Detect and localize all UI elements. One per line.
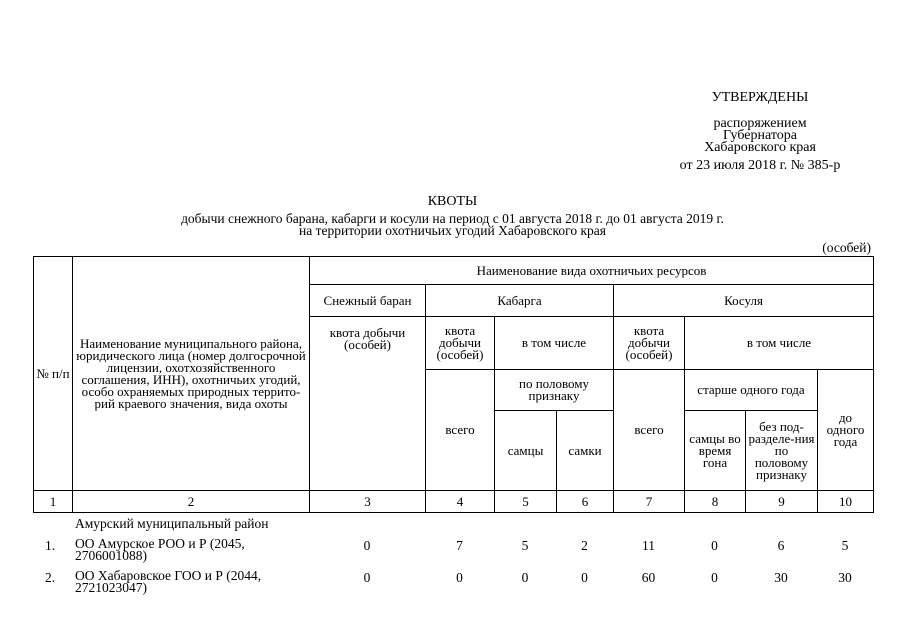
column-number: 7 — [614, 491, 685, 513]
column-number: 6 — [557, 491, 614, 513]
document-subtitle — [0, 213, 905, 236]
approval-line-3: Хабаровского края — [704, 140, 816, 155]
header-species-roe: Косуля — [614, 285, 874, 317]
header-older-one-year: старше одного года — [685, 370, 818, 411]
column-number-row — [34, 491, 874, 513]
row-value: 7 — [456, 538, 463, 553]
row-number: 2. — [45, 570, 56, 585]
row-value: 0 — [363, 538, 371, 553]
header-num: № п/п — [34, 257, 73, 491]
row-value: 5 — [521, 538, 529, 553]
row-value: 0 — [711, 538, 718, 553]
column-number: 4 — [426, 491, 495, 513]
row-value: 60 — [641, 570, 656, 585]
column-number: 10 — [818, 491, 874, 513]
column-number: 2 — [73, 491, 310, 513]
header-roe-total: всего — [614, 370, 685, 491]
subtitle-line-2: на территории охотничьих угодий Хабаровского края — [299, 222, 606, 238]
document-title: КВОТЫ — [427, 194, 478, 209]
header-by-sex: по половому признаку — [495, 370, 614, 411]
header-ram-quota: квота добычи (особей) — [310, 317, 426, 491]
header-roe-including: в том числе — [685, 317, 874, 370]
row-value: 0 — [581, 570, 588, 585]
row-name: ОО Хабаровское ГОО и Р (2044, 2721023047) — [75, 568, 262, 595]
header-musk-quota: квота добычи (особей) — [426, 317, 495, 370]
approval-line-2: Губернатора — [722, 128, 798, 143]
column-number: 5 — [495, 491, 557, 513]
header-musk-total: всего — [426, 370, 495, 491]
row-value: 11 — [642, 538, 655, 553]
row-value: 0 — [456, 570, 463, 585]
approval-title: УТВЕРЖДЕНЫ — [711, 90, 809, 105]
column-number: 8 — [685, 491, 746, 513]
subtitle-line-1: добычи снежного барана, кабарги и косули на период с 01 августа 2018 г. до 01 августа 2019 г. — [181, 211, 724, 226]
approval-line-1: распоряжением — [713, 116, 807, 131]
column-number: 9 — [746, 491, 818, 513]
header-species-ram: Снежный баран — [310, 285, 426, 317]
column-number: 1 — [34, 491, 73, 513]
row-number: 1. — [45, 538, 56, 553]
header-no-sex-split: без под-разделе-ния по половому признаку — [746, 411, 818, 491]
row-name: ОО Амурское РОО и Р (2045, 2706001088) — [75, 536, 245, 563]
header-males-rut: самцы во время гона — [685, 411, 746, 491]
header-roe-quota: квота добычи (особей) — [614, 317, 685, 370]
row-value: 30 — [774, 570, 788, 585]
header-musk-including: в том числе — [495, 317, 614, 370]
header-males: самцы — [495, 411, 557, 491]
row-value: 30 — [838, 570, 852, 585]
units-label: (особей) — [822, 240, 871, 255]
header-species-musk: Кабарга — [426, 285, 614, 317]
header-resources: Наименование вида охотничьих ресурсов — [310, 257, 874, 285]
header-under-one-year: до одного года — [818, 370, 874, 491]
row-value: 0 — [521, 570, 529, 585]
quota-table — [33, 256, 874, 513]
row-value: 2 — [581, 538, 588, 553]
row-value: 6 — [777, 538, 785, 553]
header-females: самки — [557, 411, 614, 491]
approval-line-4: от 23 июля 2018 г. № 385-р — [679, 158, 841, 173]
header-name: Наименование муниципального района, юридического лица (номер долгосрочной лицензии, охотхозяйственного соглашения, ИНН), охотничьих угодий, особо охраняемых природных террито-рий краевого значения, вида охоты — [73, 257, 310, 491]
row-value: 5 — [841, 538, 849, 553]
district-name: Амурский муниципальный район — [75, 516, 269, 531]
row-value: 0 — [711, 570, 718, 585]
row-value: 0 — [363, 570, 371, 585]
column-number: 3 — [310, 491, 426, 513]
